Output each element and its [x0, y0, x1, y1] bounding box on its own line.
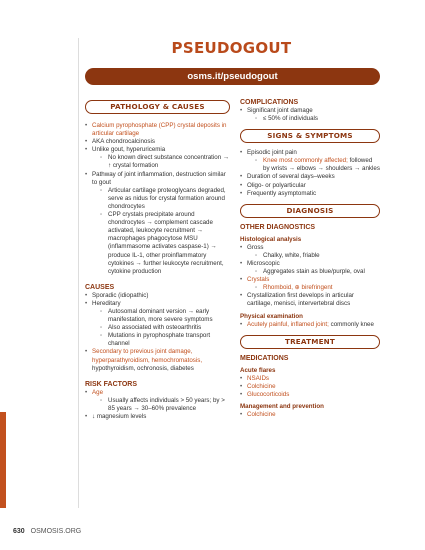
list-item: • ↓ magnesium levels — [85, 413, 230, 421]
list-item: • Episodic joint pain ◦ Knee most commonly affected; followed by wrists → elbows → shoulders → ankles — [240, 149, 380, 173]
list-item: ◦ Aggregates stain as blue/purple, oval — [255, 268, 380, 276]
list-item: ◦ Chalky, white, friable — [255, 252, 380, 260]
list-item: ◦ ≤ 50% of individuals — [255, 115, 380, 123]
other-diagnostics-heading: OTHER DIAGNOSTICS — [240, 223, 316, 231]
list-item: ◦ Autosomal dominant version → early manifestation, more severe symptoms — [100, 308, 230, 324]
page-number: 630 — [13, 528, 25, 535]
column-divider — [78, 38, 79, 508]
section-header-pathology: PATHOLOGY & CAUSES — [85, 100, 230, 114]
pathology-list — [85, 122, 230, 276]
list-item: • Colchicine — [240, 383, 380, 391]
list-item: • Hereditary ◦ Autosomal dominant version → early manifestation, more severe symptoms ◦ Also associated with osteoarthritis ◦ Mutations in pyrophosphate transport channel — [85, 300, 230, 349]
list-item: ◦ No known direct substance concentration → ↑ crystal formation — [100, 154, 230, 170]
list-item: ◦ CPP crystals precipitate around chondrocytes → complement cascade activated, leukocyte recruitment → macrophages phagocytose MSU (inflammasome activates caspase-1) → produce IL-1, other proinflammatory cytokines → further leukocyte recruitment, cytokine production — [100, 211, 230, 276]
histology-list — [240, 244, 380, 309]
list-item: • Age ◦ Usually affects individuals > 50 years; by > 85 years → 30–60% prevalence — [85, 389, 230, 413]
management-heading: Management and prevention — [240, 402, 324, 410]
url-banner[interactable]: osms.it/pseudogout — [85, 68, 380, 85]
list-item: • Colchicine — [240, 411, 380, 419]
list-item: • Significant joint damage ◦ ≤ 50% of individuals — [240, 107, 380, 123]
physical-exam-heading: Physical examination — [240, 312, 303, 320]
section-header-treatment: TREATMENT — [240, 335, 380, 349]
list-item: • Crystals ◦ Rhomboid, ⊕ birefringent — [240, 276, 380, 292]
list-item: ◦ Knee most commonly affected; followed by wrists → elbows → shoulders → ankles — [255, 157, 380, 173]
page-footer — [13, 528, 81, 535]
risk-list — [85, 389, 230, 421]
complications-list — [240, 107, 380, 123]
histological-heading: Histological analysis — [240, 235, 302, 243]
list-item: • NSAIDs — [240, 375, 380, 383]
list-item: • Unlike gout, hyperuricemia ◦ No known direct substance concentration → ↑ crystal formation — [85, 146, 230, 170]
section-header-signs: SIGNS & SYMPTOMS — [240, 129, 380, 143]
list-item: ◦ Usually affects individuals > 50 years; by > 85 years → 30–60% prevalence — [100, 397, 230, 413]
list-item: • Frequently asymptomatic — [240, 190, 380, 198]
list-item: • AKA chondrocalcinosis — [85, 138, 230, 146]
section-header-diagnosis: DIAGNOSIS — [240, 204, 380, 218]
signs-list — [240, 149, 380, 198]
management-list — [240, 411, 380, 419]
risk-factors-heading: RISK FACTORS — [85, 380, 137, 388]
complications-heading: COMPLICATIONS — [240, 99, 299, 106]
right-column — [240, 98, 380, 419]
list-item: • Secondary to previous joint damage, hyperparathyroidism, hemochromatosis, hypothyroidism, ochronosis, diabetes — [85, 348, 230, 372]
left-column — [85, 100, 230, 421]
side-tab-marker — [0, 412, 6, 508]
list-item: • Microscopic ◦ Aggregates stain as blue/purple, oval — [240, 260, 380, 276]
site-name[interactable]: OSMOSIS.ORG — [30, 528, 82, 535]
list-item: • Glucocorticoids — [240, 391, 380, 399]
list-item: • Gross ◦ Chalky, white, friable — [240, 244, 380, 260]
list-item: ◦ Mutations in pyrophosphate transport channel — [100, 332, 230, 348]
acute-flares-heading: Acute flares — [240, 366, 276, 374]
list-item: • Duration of several days–weeks — [240, 173, 380, 181]
list-item: • Acutely painful, inflamed joint; commonly knee — [240, 321, 380, 329]
list-item: • Crystallization first develops in articular cartilage, menisci, intervertebral discs — [240, 292, 380, 308]
page-title: PSEUDOGOUT — [171, 39, 292, 57]
physical-exam-list — [240, 321, 380, 329]
causes-heading: CAUSES — [85, 283, 115, 291]
list-item: • Pathway of joint inflammation, destruction similar to gout ◦ Articular cartilage proteoglycans degraded, serve as nidus for crystal formation around chondrocytes ◦ CPP crystals precipitate around chondrocytes → complement cascade activated, leukocyte recruitment → macrophages phagocytose MSU (inflammasome activates caspase-1) → produce IL-1, other proinflammatory cytokines → further leukocyte recruitment, cytokine production — [85, 171, 230, 276]
list-item: • Oligo- or polyarticular — [240, 182, 380, 190]
causes-list — [85, 292, 230, 373]
list-item: ◦ Also associated with osteoarthritis — [100, 324, 230, 332]
list-item: ◦ Rhomboid, ⊕ birefringent — [255, 284, 380, 292]
list-item: • Calcium pyrophosphate (CPP) crystal deposits in articular cartilage — [85, 122, 230, 138]
list-item: ◦ Articular cartilage proteoglycans degraded, serve as nidus for crystal formation around chondrocytes — [100, 187, 230, 211]
acute-list — [240, 375, 380, 399]
list-item: • Sporadic (idiopathic) — [85, 292, 230, 300]
medications-heading: MEDICATIONS — [240, 354, 289, 362]
